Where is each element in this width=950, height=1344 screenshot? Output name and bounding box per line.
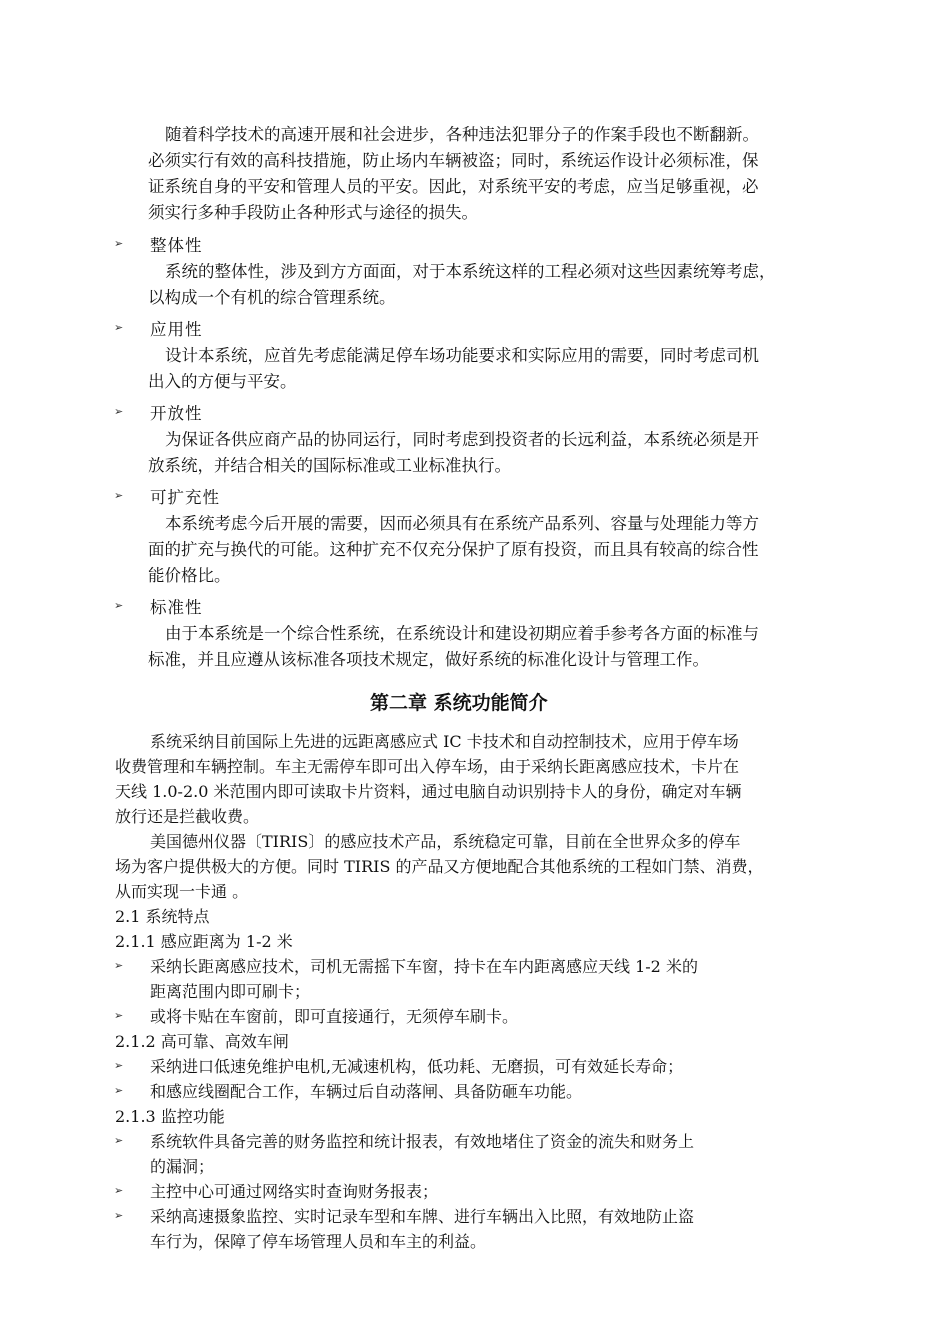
text-line: 放系统，并结合相关的国际标准或工业标准执行。 — [148, 456, 511, 475]
text-line: 收费管理和车辆控制。车主无需停车即可出入停车场，由于采纳长距离感应技术，卡片在 — [115, 757, 740, 776]
list-item: 车行为，保障了停车场管理人员和车主的利益。 — [150, 1232, 487, 1251]
list-item: 主控中心可通过网络实时查询财务报表； — [150, 1182, 439, 1201]
list-item: 或将卡贴在车窗前，即可直接通行，无须停车刷卡。 — [150, 1007, 519, 1026]
text-line: 放行还是拦截收费。 — [115, 807, 260, 826]
bullet-arrow-icon: ➢ — [114, 1059, 124, 1072]
text-line: 场为客户提供极大的方便。同时 TIRIS 的产品又方便地配合其他系统的工程如门禁、消费， — [115, 857, 764, 876]
text-line: 系统的整体性，涉及到方方面面，对于本系统这样的工程必须对这些因素统筹考虑， — [165, 262, 776, 281]
principle-title: 标准性 — [150, 598, 203, 617]
bullet-arrow-icon: ➢ — [114, 1184, 124, 1197]
list-item: 采纳长距离感应技术，司机无需摇下车窗，持卡在车内距离感应天线 1-2 米的 — [150, 957, 698, 976]
text-line: 本系统考虑今后开展的需要，因而必须具有在系统产品系列、容量与处理能力等方 — [165, 514, 759, 533]
text-line: 能价格比。 — [148, 566, 231, 585]
text-line: 标准，并且应遵从该标准各项技术规定，做好系统的标准化设计与管理工作。 — [148, 650, 709, 669]
bullet-arrow-icon: ➢ — [114, 321, 124, 334]
bullet-arrow-icon: ➢ — [114, 405, 124, 418]
bullet-arrow-icon: ➢ — [114, 489, 124, 502]
text-line: 随着科学技术的高速开展和社会进步，各种违法犯罪分子的作案手段也不断翻新。 — [165, 125, 759, 144]
text-line: 设计本系统，应首先考虑能满足停车场功能要求和实际应用的需要，同时考虑司机 — [165, 346, 759, 365]
principle-title: 可扩充性 — [150, 488, 220, 507]
list-item: 采纳高速摄象监控、实时记录车型和车牌、进行车辆出入比照，有效地防止盗 — [150, 1207, 695, 1226]
text-line: 为保证各供应商产品的协同运行，同时考虑到投资者的长远利益，本系统必须是开 — [165, 430, 759, 449]
text-line: 出入的方便与平安。 — [148, 372, 297, 391]
bullet-arrow-icon: ➢ — [114, 1084, 124, 1097]
list-item: 的漏洞； — [150, 1157, 215, 1176]
principle-title: 整体性 — [150, 236, 203, 255]
text-line: 必须实行有效的高科技措施，防止场内车辆被盗；同时，系统运作设计必须标准，保 — [148, 151, 759, 170]
text-line: 系统采纳目前国际上先进的远距离感应式 IC 卡技术和自动控制技术，应用于停车场 — [150, 732, 739, 751]
bullet-arrow-icon: ➢ — [114, 1134, 124, 1147]
list-item: 距离范围内即可刷卡； — [150, 982, 311, 1001]
text-line: 天线 1.0-2.0 米范围内即可读取卡片资料，通过电脑自动识别持卡人的身份，确定对车辆 — [115, 782, 742, 801]
list-item: 采纳进口低速免维护电机,无减速机构，低功耗、无磨损，可有效延长寿命； — [150, 1057, 684, 1076]
text-line: 美国德州仪器〔TIRIS〕的感应技术产品，系统稳定可靠，目前在全世界众多的停车 — [150, 832, 741, 851]
list-item: 和感应线圈配合工作，车辆过后自动落闸、具备防砸车功能。 — [150, 1082, 583, 1101]
subsection-heading: 2.1.1 感应距离为 1-2 米 — [115, 932, 293, 951]
bullet-arrow-icon: ➢ — [114, 237, 124, 250]
bullet-arrow-icon: ➢ — [114, 959, 124, 972]
text-line: 须实行多种手段防止各种形式与途径的损失。 — [148, 203, 478, 222]
principle-title: 开放性 — [150, 404, 203, 423]
bullet-arrow-icon: ➢ — [114, 599, 124, 612]
text-line: 证系统自身的平安和管理人员的平安。因此，对系统平安的考虑，应当足够重视，必 — [148, 177, 759, 196]
subsection-heading: 2.1.2 高可靠、高效车闸 — [115, 1032, 289, 1051]
text-line: 从而实现一卡通 。 — [115, 882, 249, 901]
section-heading: 2.1 系统特点 — [115, 907, 210, 926]
list-item: 系统软件具备完善的财务监控和统计报表，有效地堵住了资金的流失和财务上 — [150, 1132, 695, 1151]
text-line: 由于本系统是一个综合性系统，在系统设计和建设初期应着手参考各方面的标准与 — [165, 624, 759, 643]
chapter-title: 第二章 系统功能简介 — [370, 692, 548, 714]
bullet-arrow-icon: ➢ — [114, 1009, 124, 1022]
bullet-arrow-icon: ➢ — [114, 1209, 124, 1222]
subsection-heading: 2.1.3 监控功能 — [115, 1107, 225, 1126]
text-line: 以构成一个有机的综合管理系统。 — [148, 288, 396, 307]
principle-title: 应用性 — [150, 320, 203, 339]
text-line: 面的扩充与换代的可能。这种扩充不仅充分保护了原有投资，而且具有较高的综合性 — [148, 540, 759, 559]
